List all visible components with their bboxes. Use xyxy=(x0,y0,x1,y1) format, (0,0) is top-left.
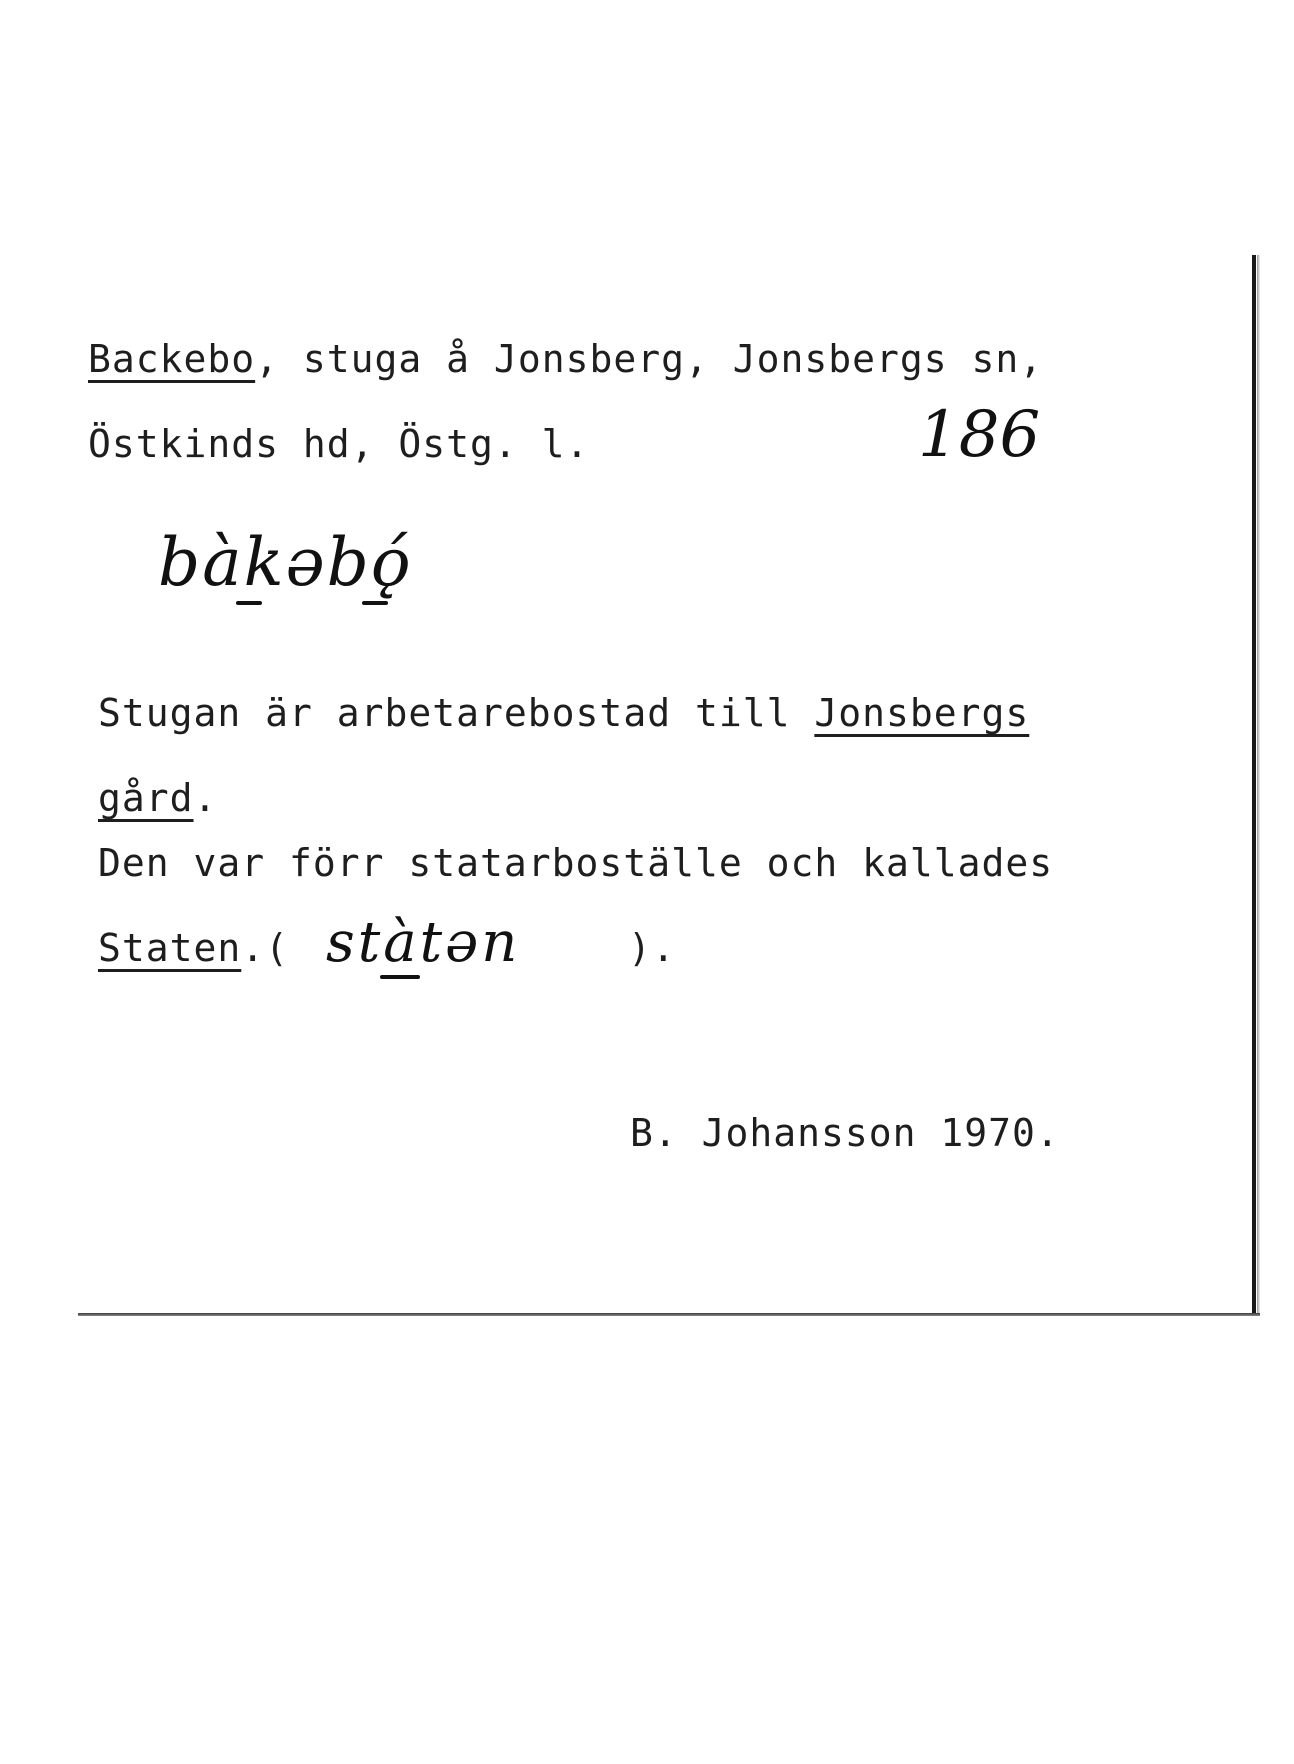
body-line-4-mid: .( xyxy=(241,926,290,970)
staten-word: Staten xyxy=(98,926,242,970)
card-number: 186 xyxy=(918,398,1041,472)
place-name: Backebo xyxy=(88,337,256,381)
body-line-1-text: Stugan är arbetarebostad till xyxy=(98,691,815,735)
heading-line-2: Östkinds hd, Östg. l. xyxy=(88,422,590,466)
body-line-2-end: . xyxy=(193,776,218,820)
card-bottom-edge xyxy=(78,1313,1260,1316)
body-line-3: Den var förr statarboställe och kallades xyxy=(98,841,1054,885)
body-line-2 xyxy=(98,776,217,820)
staten-phonetic: stàtən xyxy=(326,910,521,975)
body-line-4-end: ). xyxy=(628,926,676,970)
signature: B. Johansson 1970. xyxy=(630,1111,1060,1155)
body-line-1 xyxy=(98,691,1029,735)
phonetic-transcription: bàkəbǫ́ xyxy=(158,524,413,601)
body-line-4 xyxy=(98,926,289,970)
phonetic-underline-1 xyxy=(236,601,262,605)
phonetic-underline-2 xyxy=(362,601,388,605)
heading-rest: , stuga å Jonsberg, Jonsbergs sn, xyxy=(255,337,1044,381)
card-right-shadow xyxy=(1257,255,1260,1313)
card-right-edge xyxy=(1252,255,1256,1313)
gard-word: gård xyxy=(98,776,194,820)
staten-phonetic-underline xyxy=(380,975,420,979)
jonsbergs-word: Jonsbergs xyxy=(814,691,1030,735)
heading-line-1 xyxy=(88,337,1043,381)
